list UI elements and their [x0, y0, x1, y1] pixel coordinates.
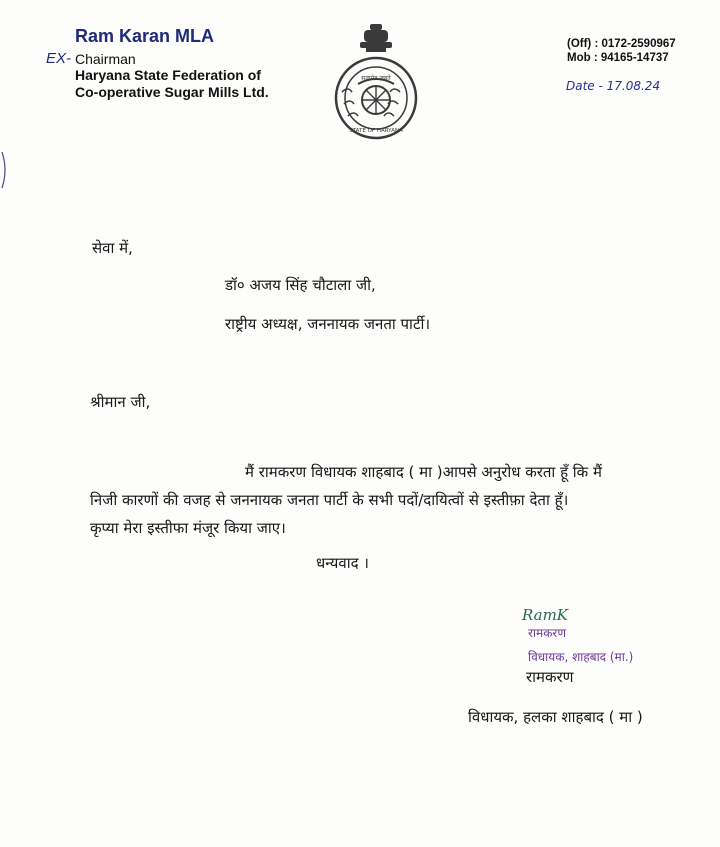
letterhead-designation: Chairman	[75, 51, 136, 67]
signer-title: विधायक, हलका शाहबाद ( मा )	[468, 708, 643, 726]
recipient-title: राष्ट्रीय अध्यक्ष, जननायक जनता पार्टी।	[225, 315, 431, 333]
letterhead-organisation-line2: Co-operative Sugar Mills Ltd.	[75, 84, 269, 100]
closing-thanks: धन्यवाद ।	[316, 554, 369, 572]
paper-edge-mark	[0, 150, 8, 190]
stamp-title: विधायक, शाहबाद (मा.)	[528, 650, 634, 664]
body-line-2: निजी कारणों की वजह से जननायक जनता पार्टी के सभी पदों/दायित्वों से इस्तीफ़ा देता हूँ।	[90, 491, 569, 509]
signer-name: रामकरण	[526, 668, 574, 686]
svg-text:सत्यमेव जयते: सत्यमेव जयते	[361, 75, 391, 82]
handwritten-date: Date - 17.08.24	[566, 79, 661, 93]
stamp-name: रामकरण	[528, 626, 566, 640]
recipient-name: डॉ० अजय सिंह चौटाला जी,	[225, 276, 376, 294]
letterhead-organisation-line1: Haryana State Federation of	[75, 67, 261, 83]
letterhead-name: Ram Karan MLA	[75, 26, 215, 46]
office-phone: (Off) : 0172-2590967	[567, 38, 676, 50]
handwritten-ex-prefix: EX-	[46, 50, 72, 67]
salutation-to: सेवा में,	[92, 239, 133, 257]
haryana-state-emblem-icon	[330, 22, 422, 142]
handwritten-signature: RamK	[522, 606, 569, 624]
body-line-3: कृप्या मेरा इस्तीफा मंजूर किया जाए।	[90, 519, 286, 537]
body-line-1: मैं रामकरण विधायक शाहबाद ( मा )आपसे अनुरोध करता हूँ कि मैं	[245, 463, 602, 481]
svg-text:STATE OF HARYANA: STATE OF HARYANA	[349, 128, 403, 134]
mobile-phone: Mob : 94165-14737	[567, 52, 669, 64]
greeting: श्रीमान जी,	[90, 393, 151, 411]
